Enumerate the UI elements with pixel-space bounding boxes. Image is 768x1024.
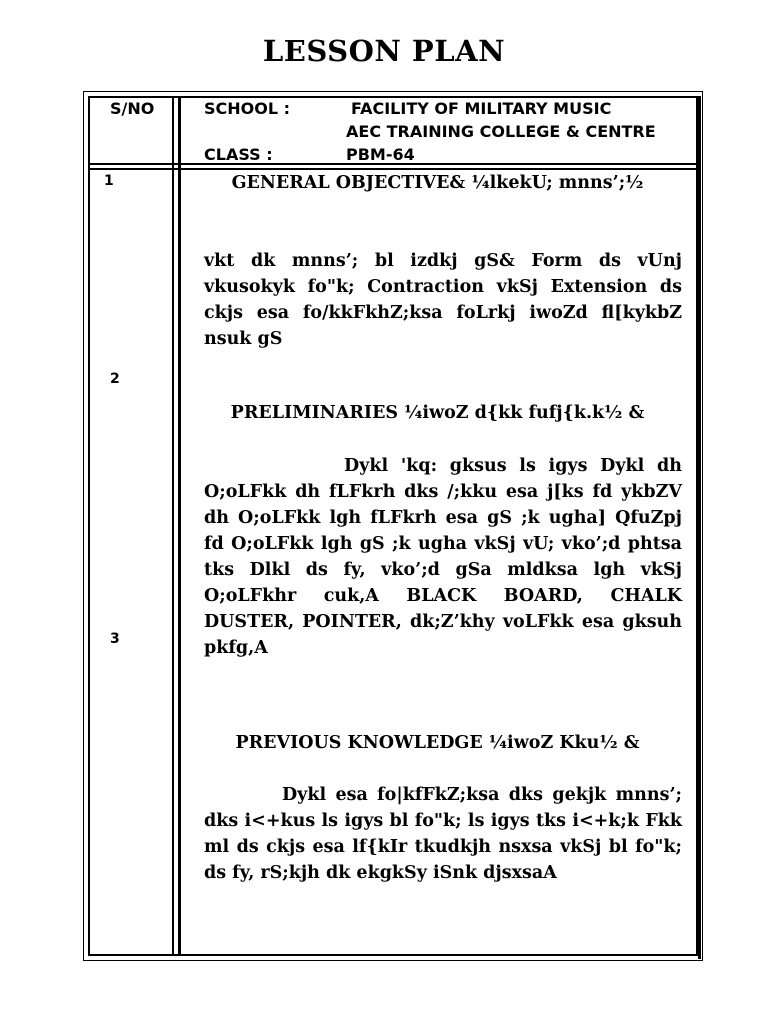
column-divider (178, 96, 181, 956)
section-body (204, 782, 682, 886)
section-heading: PREVIOUS KNOWLEDGE ¼iwoZ Kku½ & (235, 733, 640, 753)
school-name-line2: AEC TRAINING COLLEGE & CENTRE (346, 122, 656, 141)
class-value: PBM-64 (346, 145, 415, 164)
column-divider (172, 96, 174, 956)
school-label: SCHOOL : (204, 99, 291, 118)
table-right-edge (698, 96, 701, 959)
sno-header: S/NO (110, 99, 155, 118)
section-body-text: Dykl esa fo|kfFkZ;ksa dks gekjk mnns’; dks i<+kus ls igys bl fo"k; ls igys tks i<+k;k Fkk ml ds ckjs esa lf{kIr tkudkjh nsxsa vkSj bl fo"k; ds fy, rS;kjh dk ekgkSy iSnk djsxsaA (204, 785, 682, 883)
section-body: vkt dk mnns’; bl izdkj gS& Form ds vUnj vkusokyk fo"k; Contraction vkSj Extension ds ckjs esa fo/kkFkhZ;ksa foLrkj iwoZd fl[kykbZ nsuk gS (204, 251, 682, 349)
header-divider (88, 168, 698, 170)
section-number: 3 (110, 631, 120, 647)
class-label: CLASS : (204, 145, 273, 164)
page-title: LESSON PLAN (262, 34, 506, 68)
section-body-text: Dykl 'kq: gksus ls igys Dykl dh O;oLFkk dh fLFkrh dks /;kku esa j[ks fd ykbZV dh O;oLFkk lgh fLFkrh esa gS ;k ugha] QfuZpj fd O;oLFkk lgh gS ;k ugha vkSj vU; vko’;d phtsa tks Dlkl ds fy, vko’;d gSa mldksa lgh vkSj O;oLFkhr cuk,A BLACK BOARD, CHALK DUSTER, POINTER, dk;Z’khy voLFkk esa gksuh pkfg,A (204, 456, 682, 658)
section-number: 2 (110, 371, 120, 387)
school-name-line1: FACILITY OF MILITARY MUSIC (351, 99, 612, 118)
section-body (204, 453, 682, 661)
section-number: 1 (104, 173, 114, 189)
section-heading: GENERAL OBJECTIVE& ¼lkekU; mnns’;½ (231, 173, 644, 193)
section-heading: PRELIMINARIES ¼iwoZ d{kk fufj{k.k½ & (230, 403, 645, 423)
